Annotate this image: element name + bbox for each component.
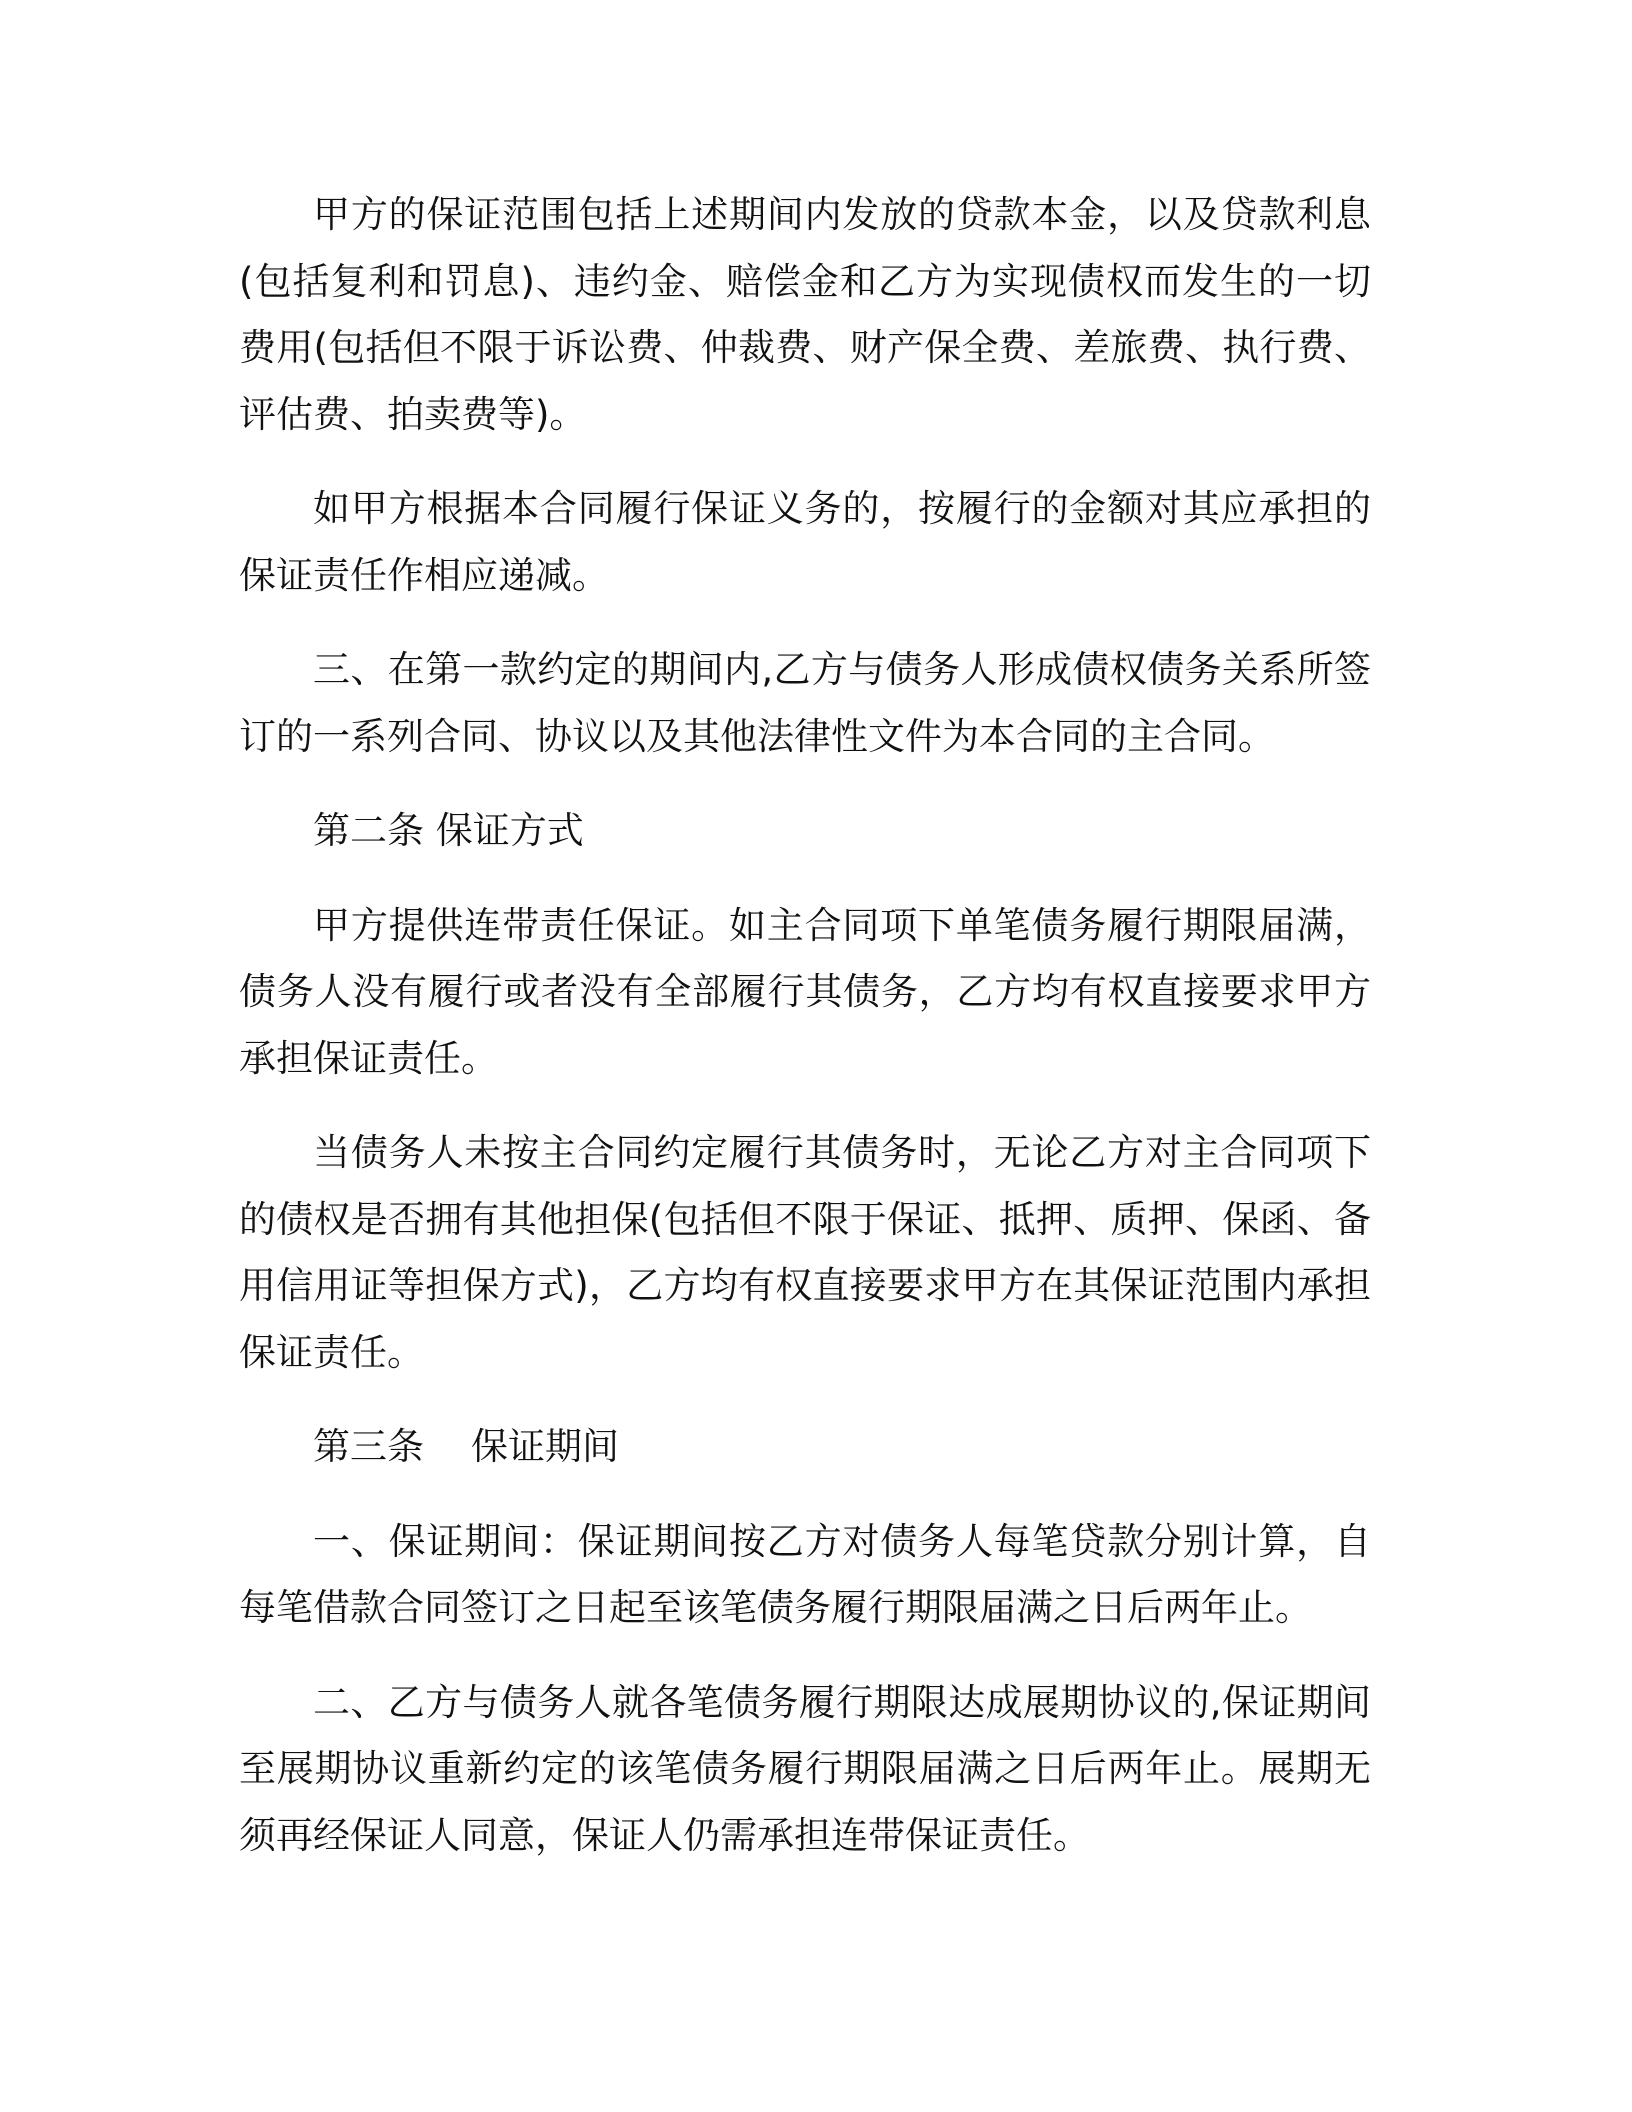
paragraph-liability-reduction: 如甲方根据本合同履行保证义务的，按履行的金额对其应承担的保证责任作相应递减。 bbox=[239, 487, 1371, 597]
paragraph-joint-liability: 甲方提供连带责任保证。如主合同项下单笔债务履行期限届满，债务人没有履行或者没有全部履行其债务，乙方均有权直接要求甲方承担保证责任。 bbox=[239, 903, 1371, 1080]
paragraph-extension: 二、乙方与债务人就各笔债务履行期限达成展期协议的,保证期间至展期协议重新约定的该笔债务履行期限届满之日后两年止。展期无须再经保证人同意，保证人仍需承担连带保证责任。 bbox=[239, 1680, 1371, 1857]
document-body bbox=[239, 182, 1371, 1897]
paragraph-direct-claim: 当债务人未按主合同约定履行其债务时，无论乙方对主合同项下的债权是否拥有其他担保(包括但不限于保证、抵押、质押、保函、备用信用证等担保方式)，乙方均有权直接要求甲方在其保证范围内承担保证责任。 bbox=[239, 1131, 1371, 1374]
paragraph-guarantee-period: 一、保证期间：保证期间按乙方对债务人每笔贷款分别计算，自每笔借款合同签订之日起至该笔债务履行期限届满之日后两年止。 bbox=[239, 1519, 1371, 1629]
article-2-heading: 第二条 保证方式 bbox=[313, 809, 584, 852]
paragraph-guarantee-scope: 甲方的保证范围包括上述期间内发放的贷款本金，以及贷款利息(包括复利和罚息)、违约金、赔偿金和乙方为实现债权而发生的一切费用(包括但不限于诉讼费、仲裁费、财产保全费、差旅费、执行费、评估费、拍卖费等)。 bbox=[239, 193, 1371, 436]
article-3-heading: 第三条 保证期间 bbox=[313, 1425, 620, 1468]
paragraph-main-contract: 三、在第一款约定的期间内,乙方与债务人形成债权债务关系所签订的一系列合同、协议以及其他法律性文件为本合同的主合同。 bbox=[239, 648, 1371, 758]
